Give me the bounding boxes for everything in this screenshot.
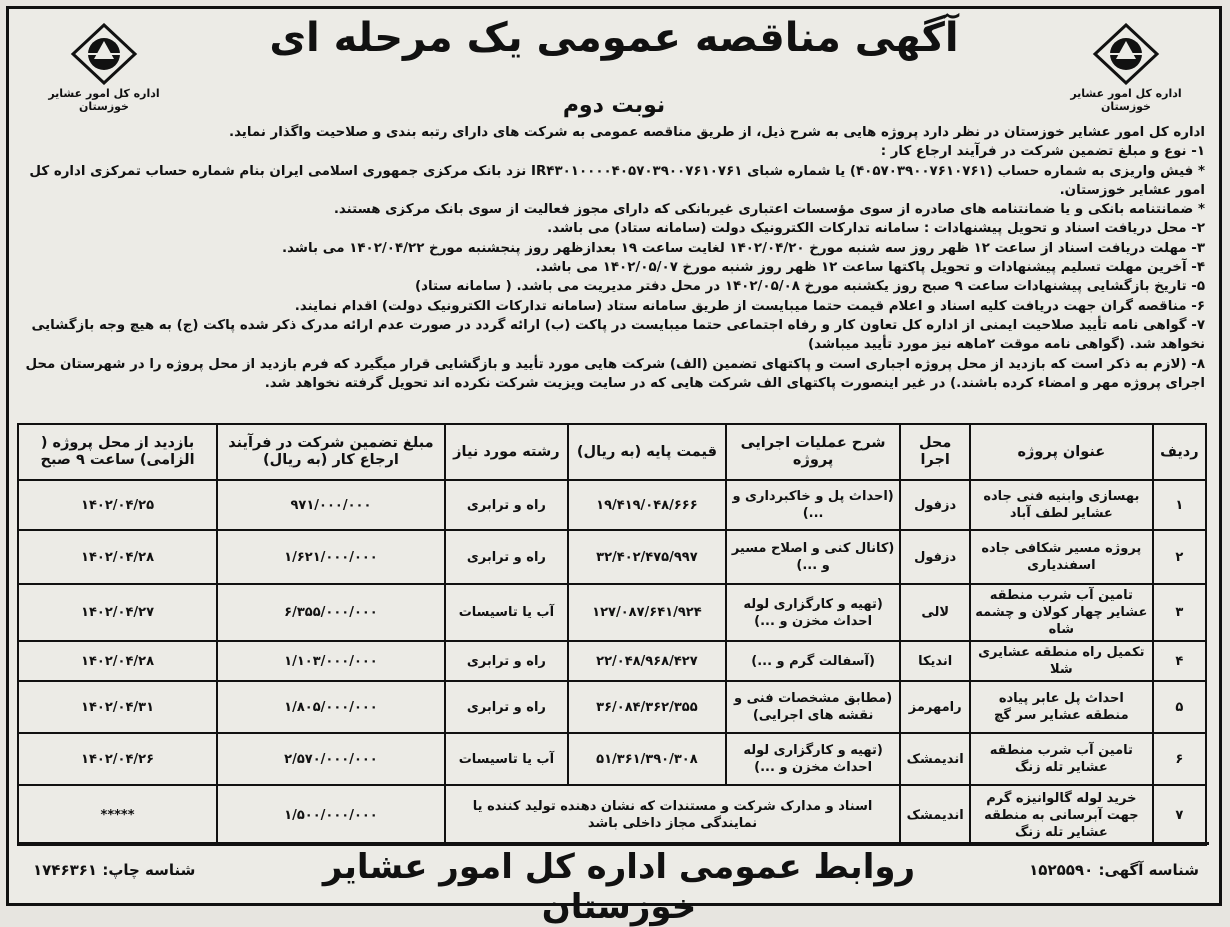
logo-caption: اداره کل امور عشایر خوزستان [48, 87, 160, 113]
cell-num: ۶ [1153, 733, 1206, 785]
cell-place: رامهرمز [900, 681, 970, 733]
cell-guarantee: ۱/۵۰۰/۰۰۰/۰۰۰ [217, 785, 445, 845]
cell-place: اندیکا [900, 641, 970, 681]
page-subtitle: نوبت دوم [562, 93, 666, 118]
cell-field: راه و ترابری [445, 530, 568, 584]
footer-title: روابط عمومی اداره کل امور عشایر خوزستان [322, 847, 916, 927]
organization-logo-icon [1091, 23, 1161, 85]
cell-num: ۱ [1153, 480, 1206, 530]
cell-num: ۳ [1153, 584, 1206, 641]
cell-num: ۵ [1153, 681, 1206, 733]
cell-desc: (کانال کنی و اصلاح مسیر و ...) [726, 530, 900, 584]
cell-desc: (تهیه و کارگزاری لوله احداث مخزن و ...) [726, 733, 900, 785]
table-row [18, 733, 1206, 785]
cell-title: تکمیل راه منطقه عشایری شلا [970, 641, 1153, 681]
projects-table [17, 423, 1207, 846]
table-row [18, 584, 1206, 641]
cell-num: ۲ [1153, 530, 1206, 584]
cell-guarantee: ۲/۵۷۰/۰۰۰/۰۰۰ [217, 733, 445, 785]
cell-field: آب یا تاسیسات [445, 733, 568, 785]
cell-visit: ۱۴۰۲/۰۴/۳۱ [18, 681, 217, 733]
cell-price: ۳۲/۴۰۲/۴۷۵/۹۹۷ [568, 530, 726, 584]
logo-right [1051, 23, 1201, 113]
notice-body [23, 123, 1205, 393]
header-title: عنوان پروژه [970, 424, 1153, 480]
cell-title: تامین آب شرب منطقه عشایر چهار کولان و چشمه شاه [970, 584, 1153, 641]
cell-visit: ***** [18, 785, 217, 845]
header-num: ردیف [1153, 424, 1206, 480]
cell-guarantee: ۶/۳۵۵/۰۰۰/۰۰۰ [217, 584, 445, 641]
cell-field: آب یا تاسیسات [445, 584, 568, 641]
cell-place: لالی [900, 584, 970, 641]
body-line: اداره کل امور عشایر خوزستان در نظر دارد پروژه هایی به شرح ذیل، از طریق مناقصه عمومی به شرکت های دارای رتبه بندی و صلاحیت واگذار نماید. [228, 125, 1205, 140]
page-title: آگهی مناقصه عمومی یک مرحله ای [269, 15, 959, 61]
body-line: ۶- مناقصه گران جهت دریافت کلیه اسناد و اعلام قیمت حتما میبایست از طریق سامانه ستاد (سامانه تدارکات الکترونیک دولت) اقدام نمایند. [294, 298, 1205, 314]
cell-field: راه و ترابری [445, 641, 568, 681]
table-row [18, 480, 1206, 530]
body-line: ۸- (لازم به ذکر است که بازدید از محل پروژه اجباری است و پاکتهای تضمین (الف) شرکت هایی مورد تأیید و بازگشایی قرار میگیرد که فرم بازدید از محل پروژه را در شهرستان محل اجرای پروژه مهر و امضاء کرده باشند.) در غیر اینصورت پاکتهای الف شرکت هایی که در سایت ویزیت شرکت نکرده اند تحویل گرفته نخواهد شد. [25, 356, 1205, 391]
header-price: قیمت پایه (به ریال) [568, 424, 726, 480]
header-visit: بازدید از محل پروژه ( الزامی) ساعت ۹ صبح [18, 424, 217, 480]
table-row [18, 785, 1206, 845]
cell-guarantee: ۹۷۱/۰۰۰/۰۰۰ [217, 480, 445, 530]
table-row [18, 681, 1206, 733]
cell-visit: ۱۴۰۲/۰۴/۲۶ [18, 733, 217, 785]
tender-notice [6, 6, 1222, 927]
footer [19, 842, 1209, 927]
body-line: ۱- نوع و مبلغ تضمین شرکت در فرآیند ارجاع کار : [880, 144, 1205, 160]
cell-num: ۴ [1153, 641, 1206, 681]
cell-place: دزفول [900, 480, 970, 530]
cell-visit: ۱۴۰۲/۰۴/۲۸ [18, 641, 217, 681]
cell-place: اندیمشک [900, 785, 970, 845]
table-row [18, 641, 1206, 681]
cell-guarantee: ۱/۱۰۳/۰۰۰/۰۰۰ [217, 641, 445, 681]
header-place: محل اجرا [900, 424, 970, 480]
cell-guarantee: ۱/۶۲۱/۰۰۰/۰۰۰ [217, 530, 445, 584]
logo-left [29, 23, 179, 113]
cell-field: راه و ترابری [445, 480, 568, 530]
cell-price: ۳۶/۰۸۴/۳۶۲/۳۵۵ [568, 681, 726, 733]
ad-id: شناسه آگهی: ۱۵۲۵۵۹۰ [1029, 861, 1199, 879]
body-line: ۵- تاریخ بازگشایی پیشنهادات ساعت ۹ صبح روز یکشنبه مورخ ۱۴۰۲/۰۵/۰۸ در محل دفتر مدیریت می باشد. ( سامانه ستاد) [415, 279, 1205, 295]
body-line: ۴- آخرین مهلت تسلیم پیشنهادات و تحویل پاکتها ساعت ۱۲ ظهر روز شنبه مورخ ۱۴۰۲/۰۵/۰۷ می باشد. [535, 260, 1205, 276]
cell-visit: ۱۴۰۲/۰۴/۲۵ [18, 480, 217, 530]
table-header-row [18, 424, 1206, 480]
cell-title: خرید لوله گالوانیزه گرم جهت آبرسانی به منطقه عشایر تله زنگ [970, 785, 1153, 845]
cell-requirements: اسناد و مدارک شرکت و مستندات که نشان دهنده تولید کننده یا نمایندگی مجاز داخلی باشد [445, 785, 900, 845]
print-id: شناسه چاپ: ۱۷۴۶۳۶۱ [33, 861, 196, 879]
logo-caption: اداره کل امور عشایر خوزستان [1070, 87, 1182, 113]
cell-desc: (تهیه و کارگزاری لوله احداث مخزن و ...) [726, 584, 900, 641]
cell-title: بهسازی وابنیه فنی جاده عشایر لطف آباد [970, 480, 1153, 530]
table-row [18, 530, 1206, 584]
cell-place: اندیمشک [900, 733, 970, 785]
body-line: * ضمانتنامه بانکی و یا ضمانتنامه های صادره از سوی مؤسسات اعتباری غیربانکی که دارای مجوز فعالیت از سوی بانک مرکزی هستند. [333, 202, 1205, 218]
cell-price: ۱۹/۴۱۹/۰۴۸/۶۶۶ [568, 480, 726, 530]
cell-visit: ۱۴۰۲/۰۴/۲۷ [18, 584, 217, 641]
cell-title: احداث پل عابر پیاده منطقه عشایر سر گچ [970, 681, 1153, 733]
cell-price: ۱۲۷/۰۸۷/۶۴۱/۹۲۴ [568, 584, 726, 641]
cell-price: ۲۲/۰۴۸/۹۶۸/۴۲۷ [568, 641, 726, 681]
header-field: رشته مورد نیاز [445, 424, 568, 480]
body-line: ۷- گواهی نامه تأیید صلاحیت ایمنی از اداره کل تعاون کار و رفاه اجتماعی حتما میبایست در پاکت (ب) ارائه گردد در صورت عدم ارائه مدرک ذکر شده پاکت (ج) به هیچ وجه بازگشایی نخواهد شد. (گواهی نامه موقت ۲ماهه نیز مورد تأیید میباشد) [31, 317, 1205, 353]
cell-place: دزفول [900, 530, 970, 584]
cell-title: تامین آب شرب منطقه عشایر تله زنگ [970, 733, 1153, 785]
organization-logo-icon [69, 23, 139, 85]
cell-field: راه و ترابری [445, 681, 568, 733]
cell-title: پروژه مسیر شکافی جاده اسفندیاری [970, 530, 1153, 584]
cell-desc: (احداث پل و خاکبرداری و ...) [726, 480, 900, 530]
cell-desc: (مطابق مشخصات فنی و نقشه های اجرایی) [726, 681, 900, 733]
body-line: * فیش واریزی به شماره حساب (۴۰۵۷۰۳۹۰۰۷۶۱۰۷۶۱) یا شماره شبای IR۴۳۰۱۰۰۰۰۴۰۵۷۰۳۹۰۰۷۶۱۰۷۶۱ نزد بانک مرکزی جمهوری اسلامی ایران بنام شماره حساب تمرکزی اداره کل امور عشایر خوزستان. [29, 163, 1205, 198]
cell-guarantee: ۱/۸۰۵/۰۰۰/۰۰۰ [217, 681, 445, 733]
cell-desc: (آسفالت گرم و ...) [726, 641, 900, 681]
body-line: ۳- مهلت دریافت اسناد از ساعت ۱۲ ظهر روز سه شنبه مورخ ۱۴۰۲/۰۴/۲۰ لغایت ساعت ۱۹ بعدازظهر روز پنجشنبه مورخ ۱۴۰۲/۰۴/۲۲ می باشد. [281, 240, 1205, 256]
cell-price: ۵۱/۳۶۱/۳۹۰/۳۰۸ [568, 733, 726, 785]
body-line: ۲- محل دریافت اسناد و تحویل پیشنهادات : سامانه تدارکات الکترونیک دولت (سامانه ستاد) می باشد. [547, 221, 1205, 237]
cell-visit: ۱۴۰۲/۰۴/۲۸ [18, 530, 217, 584]
header-desc: شرح عملیات اجرایی پروژه [726, 424, 900, 480]
cell-num: ۷ [1153, 785, 1206, 845]
header-guarantee: مبلغ تضمین شرکت در فرآیند ارجاع کار (به ریال) [217, 424, 445, 480]
